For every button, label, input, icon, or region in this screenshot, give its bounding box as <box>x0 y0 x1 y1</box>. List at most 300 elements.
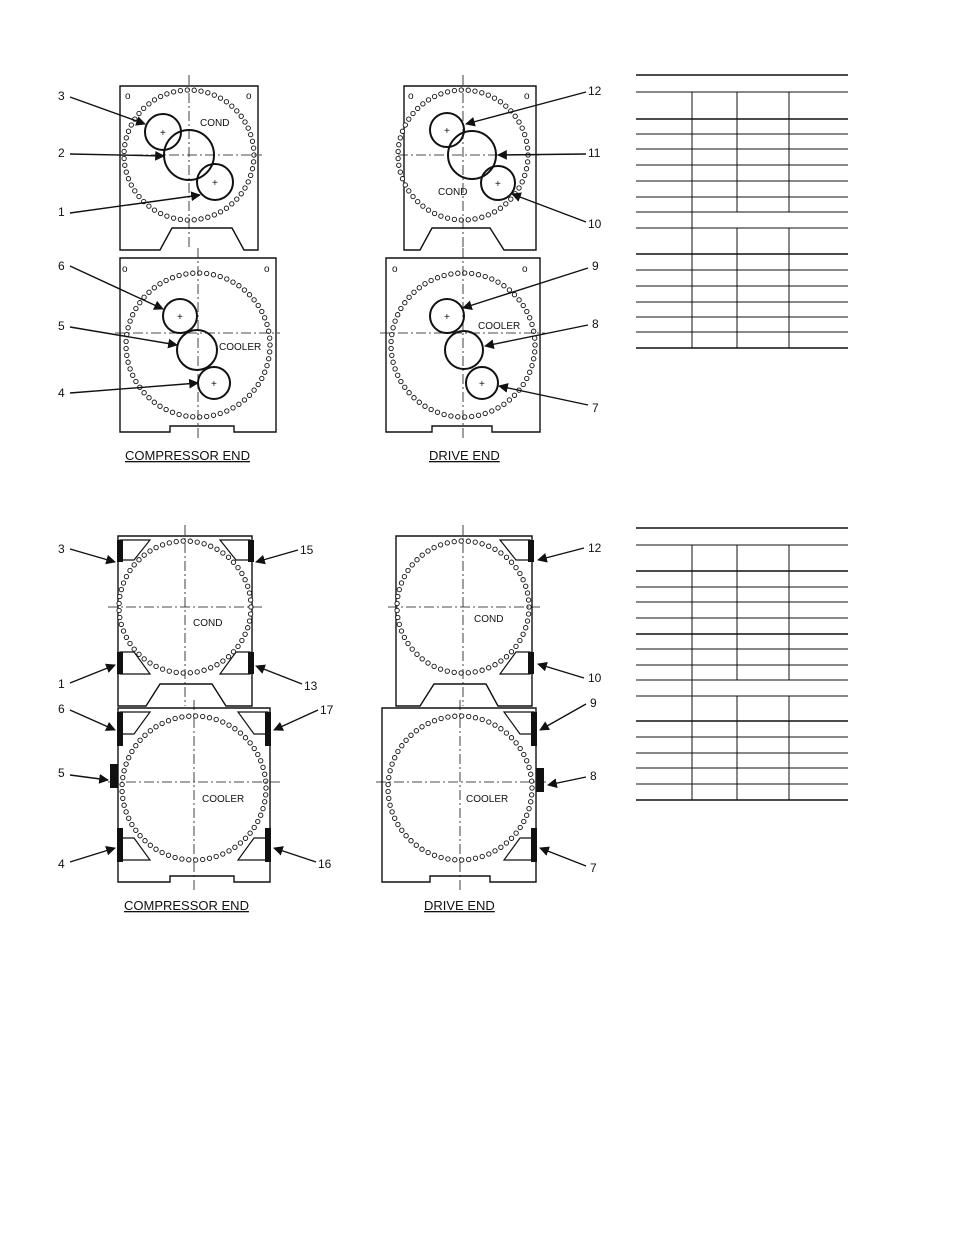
tube-hole <box>402 635 406 639</box>
tube-hole <box>525 813 529 817</box>
callout-7: 7 <box>592 401 599 415</box>
tube-hole <box>119 622 123 626</box>
tube-hole <box>221 551 225 555</box>
tube-hole <box>247 293 251 297</box>
tube-hole <box>133 189 137 193</box>
tube-hole <box>173 716 177 720</box>
tube-hole <box>138 834 142 838</box>
nozzle-4 <box>117 828 123 862</box>
tube-hole <box>199 89 203 93</box>
tube-hole <box>240 571 244 575</box>
svg-text:o: o <box>522 264 528 275</box>
tube-hole <box>456 271 460 275</box>
tube-hole <box>249 173 253 177</box>
tube-hole <box>504 104 508 108</box>
tube-hole <box>452 217 456 221</box>
tube-hole <box>390 353 394 357</box>
tube-hole <box>123 163 127 167</box>
cond-label: COND <box>200 118 230 129</box>
tube-hole <box>445 90 449 94</box>
tube-hole <box>265 322 269 326</box>
tube-hole <box>118 615 122 619</box>
tube-hole <box>158 94 162 98</box>
tube-hole <box>174 539 178 543</box>
tube-hole <box>124 762 128 766</box>
tube-hole <box>466 218 470 222</box>
tube-hole <box>452 88 456 92</box>
tube-hole <box>268 343 272 347</box>
tube-hole <box>530 793 534 797</box>
tube-hole <box>529 800 533 804</box>
tube-hole <box>164 407 168 411</box>
tube-hole <box>507 288 511 292</box>
tube-hole <box>499 845 503 849</box>
tube-hole <box>421 102 425 106</box>
tube-hole <box>259 759 263 763</box>
tube-hole <box>509 650 513 654</box>
tube-hole <box>493 849 497 853</box>
tube-hole <box>525 619 529 623</box>
tube-hole <box>396 822 400 826</box>
tube-hole <box>126 177 130 181</box>
tube-hole <box>243 836 247 840</box>
tube-hole <box>239 192 243 196</box>
tube-hole <box>201 714 205 718</box>
tube-hole <box>480 542 484 546</box>
tube-hole <box>400 828 404 832</box>
svg-text:+: + <box>444 312 450 323</box>
tube-hole <box>528 316 532 320</box>
tube-hole <box>476 413 480 417</box>
tube-hole <box>152 208 156 212</box>
callout-3: 3 <box>58 542 65 556</box>
tube-hole <box>170 410 174 414</box>
tube-hole <box>265 363 269 367</box>
tube-hole <box>246 180 250 184</box>
tube-hole <box>142 391 146 395</box>
callout-11: 11 <box>588 146 601 160</box>
tube-hole <box>514 831 518 835</box>
svg-text:o: o <box>246 91 252 102</box>
tube-hole <box>148 843 152 847</box>
tube-hole <box>171 216 175 220</box>
tube-hole <box>147 102 151 106</box>
tube-hole <box>256 752 260 756</box>
tube-hole <box>134 828 138 832</box>
tube-hole <box>389 339 393 343</box>
tube-hole <box>480 215 484 219</box>
tube-hole <box>263 800 267 804</box>
nozzle-10 <box>528 652 534 674</box>
tube-hole <box>260 376 264 380</box>
svg-text:o: o <box>524 91 530 102</box>
svg-text:+: + <box>495 179 501 190</box>
tube-hole <box>483 274 487 278</box>
tube-hole <box>397 163 401 167</box>
tube-hole <box>386 782 390 786</box>
tube-hole <box>502 284 506 288</box>
nozzle-6 <box>117 712 123 746</box>
tube-hole <box>514 565 518 569</box>
tube-hole <box>395 608 399 612</box>
tube-hole <box>518 638 522 642</box>
tube-hole <box>533 350 537 354</box>
tube-hole <box>514 644 518 648</box>
tube-hole <box>239 114 243 118</box>
tube-hole <box>391 326 395 330</box>
tube-hole <box>396 615 400 619</box>
tube-hole <box>134 379 138 383</box>
tube-hole <box>435 276 439 280</box>
tube-hole <box>129 123 133 127</box>
tube-hole <box>164 278 168 282</box>
tube-hole <box>435 410 439 414</box>
tube-hole <box>526 612 530 616</box>
tube-hole <box>525 591 529 595</box>
tube-hole <box>174 670 178 674</box>
caption-bottom-drive-end: DRIVE END <box>424 898 495 913</box>
tube-hole <box>166 719 170 723</box>
tube-hole <box>128 641 132 645</box>
tube-hole <box>513 114 517 118</box>
callout-5: 5 <box>58 766 65 780</box>
tube-hole <box>528 370 532 374</box>
tube-hole <box>446 857 450 861</box>
tube-hole <box>504 555 508 559</box>
tube-hole <box>393 367 397 371</box>
tube-hole <box>504 841 508 845</box>
nozzle-5 <box>177 330 217 370</box>
callout-10: 10 <box>588 671 602 685</box>
tube-hole <box>237 284 241 288</box>
nozzle-17 <box>265 712 271 746</box>
callout-5: 5 <box>58 319 65 333</box>
tube-hole <box>214 717 218 721</box>
tube-hole <box>147 204 151 208</box>
tube-hole <box>470 271 474 275</box>
callout-6: 6 <box>58 259 65 273</box>
tube-hole <box>509 736 513 740</box>
tube-hole <box>264 779 268 783</box>
svg-text:o: o <box>264 264 270 275</box>
tube-hole <box>143 839 147 843</box>
tube-hole <box>499 551 503 555</box>
tube-hole <box>251 146 255 150</box>
tube-hole <box>251 160 255 164</box>
tube-hole <box>388 803 392 807</box>
tube-hole <box>453 858 457 862</box>
svg-text:o: o <box>122 264 128 275</box>
tube-hole <box>184 272 188 276</box>
tube-hole <box>224 206 228 210</box>
tube-hole <box>389 346 393 350</box>
tube-hole <box>207 716 211 720</box>
tube-hole <box>264 793 268 797</box>
tube-hole <box>238 841 242 845</box>
tube-hole <box>526 598 530 602</box>
tube-hole <box>397 622 401 626</box>
tube-hole <box>496 406 500 410</box>
tube-hole <box>192 88 196 92</box>
tube-hole <box>402 574 406 578</box>
top-compressor-end-view <box>58 75 280 463</box>
tube-hole <box>446 715 450 719</box>
callout-7: 7 <box>590 861 597 875</box>
tube-hole <box>499 727 503 731</box>
tube-hole <box>256 819 260 823</box>
tube-hole <box>407 117 411 121</box>
tube-hole <box>121 796 125 800</box>
tube-hole <box>246 626 250 630</box>
tube-hole <box>211 413 215 417</box>
tube-hole <box>483 411 487 415</box>
tube-hole <box>445 216 449 220</box>
tube-hole <box>522 752 526 756</box>
cooler-label: COOLER <box>478 321 521 332</box>
tube-hole <box>248 741 252 745</box>
tube-hole <box>243 736 247 740</box>
tube-hole <box>259 813 263 817</box>
tube-hole <box>178 217 182 221</box>
tube-hole <box>467 857 471 861</box>
tube-hole <box>124 136 128 140</box>
callout-16: 16 <box>318 857 332 871</box>
tube-hole <box>423 404 427 408</box>
tube-hole <box>504 202 508 206</box>
tube-hole <box>263 772 267 776</box>
tube-hole <box>398 170 402 174</box>
tube-hole <box>214 854 218 858</box>
tube-hole <box>124 574 128 578</box>
tube-hole <box>247 393 251 397</box>
tube-hole <box>517 298 521 302</box>
nozzle-table-top <box>636 75 848 348</box>
tube-hole <box>523 132 527 136</box>
tube-hole <box>397 587 401 591</box>
tube-hole <box>509 560 513 564</box>
tube-hole <box>191 415 195 419</box>
tube-hole <box>212 93 216 97</box>
tube-hole <box>134 744 138 748</box>
tube-hole <box>410 647 414 651</box>
tube-hole <box>496 280 500 284</box>
tube-hole <box>248 831 252 835</box>
tube-hole <box>129 183 133 187</box>
tube-hole <box>403 385 407 389</box>
tube-hole <box>137 558 141 562</box>
nozzle-table-bottom <box>636 528 848 800</box>
cond-label: COND <box>474 614 504 625</box>
tube-hole <box>127 756 131 760</box>
tube-hole <box>432 664 436 668</box>
tube-hole <box>242 398 246 402</box>
tube-hole <box>439 92 443 96</box>
svg-text:+: + <box>160 128 166 139</box>
tube-hole <box>120 789 124 793</box>
tube-hole <box>429 407 433 411</box>
tube-hole <box>250 167 254 171</box>
tube-hole <box>184 414 188 418</box>
tube-hole <box>395 601 399 605</box>
tube-hole <box>199 217 203 221</box>
tube-hole <box>122 769 126 773</box>
tube-hole <box>400 744 404 748</box>
tube-hole <box>390 810 394 814</box>
tube-hole <box>171 90 175 94</box>
tube-hole <box>154 847 158 851</box>
tube-hole <box>260 309 264 313</box>
tube-hole <box>438 667 442 671</box>
cooler-label: COOLER <box>202 794 245 805</box>
tube-hole <box>126 360 130 364</box>
tube-hole <box>132 563 136 567</box>
tube-hole <box>514 741 518 745</box>
tube-hole <box>148 661 152 665</box>
bottom-compressor-end-view <box>58 525 334 913</box>
cond-label: COND <box>438 187 468 198</box>
callout-8: 8 <box>592 317 599 331</box>
tube-hole <box>525 160 529 164</box>
tube-hole <box>243 578 247 582</box>
tube-hole <box>449 414 453 418</box>
tube-hole <box>132 647 136 651</box>
tube-hole <box>522 819 526 823</box>
tube-hole <box>432 545 436 549</box>
tube-hole <box>529 772 533 776</box>
tube-hole <box>432 94 436 98</box>
tube-hole <box>473 716 477 720</box>
callout-4: 4 <box>58 386 65 400</box>
tube-hole <box>417 286 421 290</box>
callout-13: 13 <box>304 679 318 693</box>
tube-hole <box>532 357 536 361</box>
tube-hole <box>125 353 129 357</box>
tube-hole <box>128 367 132 371</box>
tube-hole <box>233 727 237 731</box>
tube-hole <box>218 210 222 214</box>
svg-text:+: + <box>212 178 218 189</box>
svg-text:o: o <box>392 264 398 275</box>
tube-hole <box>263 316 267 320</box>
tube-hole <box>230 202 234 206</box>
tube-hole <box>473 540 477 544</box>
tube-hole <box>123 143 127 147</box>
tube-hole <box>117 601 121 605</box>
tube-hole <box>498 100 502 104</box>
tube-hole <box>127 816 131 820</box>
callout-17: 17 <box>320 703 334 717</box>
tube-hole <box>142 553 146 557</box>
tube-hole <box>147 290 151 294</box>
tube-hole <box>416 106 420 110</box>
tube-hole <box>154 664 158 668</box>
nozzle-13 <box>248 652 254 674</box>
tube-hole <box>142 106 146 110</box>
tube-hole <box>525 759 529 763</box>
tube-hole <box>533 343 537 347</box>
tube-hole <box>226 555 230 559</box>
tube-hole <box>426 721 430 725</box>
tube-hole <box>411 194 415 198</box>
tube-hole <box>154 545 158 549</box>
tube-hole <box>119 587 123 591</box>
nozzle-8 <box>445 331 483 369</box>
tube-hole <box>195 540 199 544</box>
tube-hole <box>158 282 162 286</box>
tube-hole <box>235 109 239 113</box>
tube-hole <box>218 411 222 415</box>
tube-hole <box>426 850 430 854</box>
tube-hole <box>231 280 235 284</box>
tube-hole <box>439 716 443 720</box>
tube-hole <box>243 186 247 190</box>
tube-hole <box>165 214 169 218</box>
tube-hole <box>224 100 228 104</box>
tube-hole <box>525 376 529 380</box>
tube-hole <box>243 632 247 636</box>
tube-hole <box>407 391 411 395</box>
tube-hole <box>420 553 424 557</box>
tube-hole <box>215 547 219 551</box>
tube-hole <box>507 398 511 402</box>
tube-hole <box>426 98 430 102</box>
tube-hole <box>167 669 171 673</box>
tube-hole <box>480 91 484 95</box>
tube-hole <box>387 775 391 779</box>
tube-hole <box>473 89 477 93</box>
caption-bottom-compressor-end: COMPRESSOR END <box>124 898 249 913</box>
tube-hole <box>403 123 407 127</box>
nozzle-12 <box>528 540 534 562</box>
tube-hole <box>439 855 443 859</box>
tube-hole <box>124 635 128 639</box>
tube-hole <box>486 213 490 217</box>
tube-hole <box>404 834 408 838</box>
tube-hole <box>406 641 410 645</box>
tube-hole <box>122 803 126 807</box>
tube-hole <box>399 379 403 383</box>
tube-hole <box>247 591 251 595</box>
tube-hole <box>124 339 128 343</box>
tube-hole <box>509 836 513 840</box>
tube-hole <box>231 560 235 564</box>
tube-hole <box>415 652 419 656</box>
tube-hole <box>396 373 400 377</box>
tube-hole <box>426 549 430 553</box>
tube-hole <box>250 139 254 143</box>
tube-hole <box>407 295 411 299</box>
tube-hole <box>178 88 182 92</box>
tube-hole <box>246 126 250 130</box>
tube-hole <box>499 659 503 663</box>
tube-hole <box>442 273 446 277</box>
tube-hole <box>396 149 400 153</box>
tube-hole <box>238 731 242 735</box>
tube-hole <box>403 183 407 187</box>
callout-8: 8 <box>590 769 597 783</box>
tube-hole <box>393 319 397 323</box>
tube-hole <box>399 629 403 633</box>
nozzle-16 <box>265 828 271 862</box>
tube-hole <box>201 857 205 861</box>
tube-hole <box>143 733 147 737</box>
tube-hole <box>404 738 408 742</box>
tube-hole <box>152 286 156 290</box>
callout-12: 12 <box>588 84 602 98</box>
callout-6: 6 <box>58 702 65 716</box>
callout-2: 2 <box>58 146 65 160</box>
tube-hole <box>166 853 170 857</box>
